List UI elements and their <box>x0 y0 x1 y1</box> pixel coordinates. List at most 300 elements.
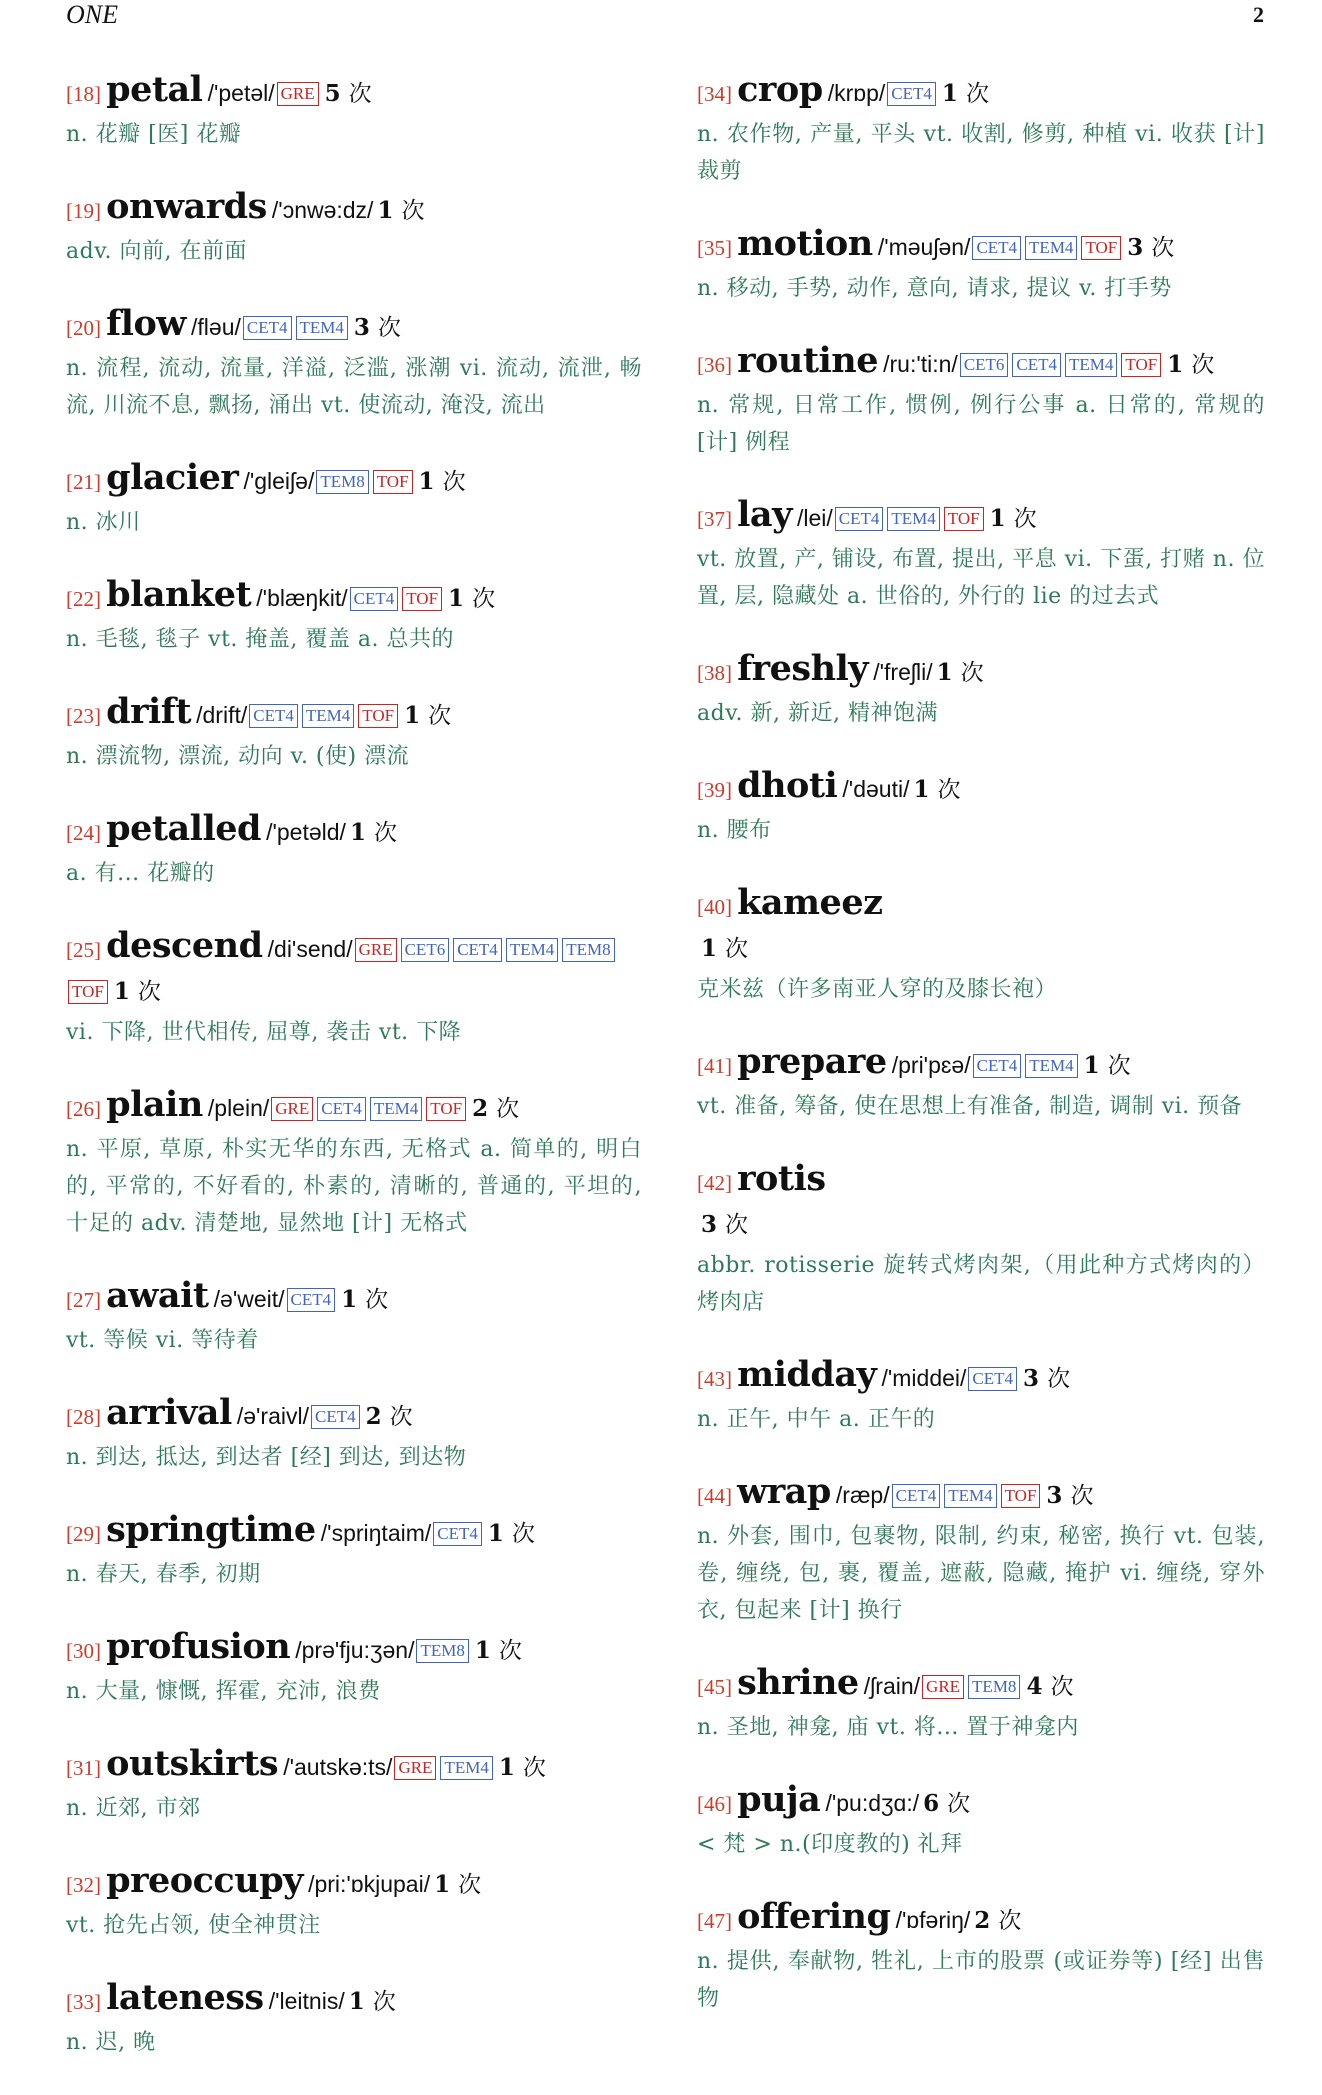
entry-index: [23] <box>66 704 101 728</box>
entry-headline <box>66 70 642 116</box>
entry-index: [33] <box>66 1990 101 2014</box>
exam-tag-cet4: CET4 <box>317 1097 366 1121</box>
exam-tag-gre: GRE <box>394 1756 436 1780</box>
exam-tag-tof: TOF <box>426 1097 466 1121</box>
entry-index: [36] <box>697 353 732 377</box>
entry-index: [35] <box>697 236 732 260</box>
exam-tag-tem4: TEM4 <box>1025 236 1077 260</box>
occurrence-count <box>354 314 401 341</box>
definition: n. 花瓣 [医] 花瓣 <box>66 122 242 147</box>
exam-tag-cet4: CET4 <box>433 1522 482 1546</box>
headword: arrival <box>106 1392 232 1433</box>
entry-index: [25] <box>66 938 101 962</box>
phonetic: /'pu:dʒɑ:/ <box>825 1790 920 1816</box>
exam-tag-tof: TOF <box>1081 236 1121 260</box>
exam-tag-tem8: TEM8 <box>416 1639 468 1663</box>
phonetic: /ræp/ <box>835 1482 890 1508</box>
phonetic: /ə'weit/ <box>213 1286 285 1312</box>
definition: n. 平原, 草原, 朴实无华的东西, 无格式 a. 简单的, 明白的, 平常的, 不好看的, 朴素的, 清晰的, 普通的, 平坦的, 十足的 adv. 清楚地, 显然地 [计] 无格式 <box>66 1137 642 1236</box>
exam-tag-tem8: TEM8 <box>316 470 368 494</box>
entry-headline <box>697 495 1265 541</box>
phonetic: /'gleiʃə/ <box>243 468 315 494</box>
page-header-title: ONE <box>66 0 118 29</box>
phonetic: /lei/ <box>797 505 833 531</box>
entry-index: [26] <box>66 1097 101 1121</box>
entry-headline <box>66 1978 642 2024</box>
occurrence-count <box>1167 351 1214 378</box>
phonetic: /pri:'ɒkjupai/ <box>308 1871 431 1897</box>
entry-index: [41] <box>697 1054 732 1078</box>
count-number: 3 <box>701 1211 718 1238</box>
occurrence-count <box>349 1988 396 2015</box>
exam-tag-cet4: CET4 <box>887 82 936 106</box>
phonetic: /ru:'ti:n/ <box>883 351 958 377</box>
exam-tag-tem4: TEM4 <box>440 1756 492 1780</box>
phonetic: /'petəld/ <box>266 819 346 845</box>
count-unit: 次 <box>442 469 466 495</box>
headword: glacier <box>106 457 239 498</box>
count-unit: 次 <box>937 777 961 803</box>
phonetic: /'dəuti/ <box>842 776 910 802</box>
entry-index: [32] <box>66 1873 101 1897</box>
dictionary-entry <box>66 458 642 541</box>
exam-tag-cet4: CET4 <box>243 316 292 340</box>
dictionary-entry <box>697 1042 1265 1125</box>
count-number: 1 <box>989 505 1006 532</box>
headword: puja <box>737 1779 821 1820</box>
occurrence-count <box>448 585 495 612</box>
count-number: 1 <box>487 1520 504 1547</box>
entry-headline <box>697 70 1265 116</box>
exam-tag-tem4: TEM4 <box>1065 353 1117 377</box>
occurrence-count <box>701 935 748 962</box>
occurrence-count <box>377 197 424 224</box>
count-unit: 次 <box>389 1404 413 1430</box>
entry-headline <box>66 1393 642 1439</box>
count-number: 1 <box>701 935 718 962</box>
definition: n. 毛毯, 毯子 vt. 掩盖, 覆盖 a. 总共的 <box>66 627 454 652</box>
exam-tag-gre: GRE <box>355 938 397 962</box>
dictionary-entry <box>66 187 642 270</box>
headword: motion <box>737 223 873 264</box>
count-number: 4 <box>1026 1673 1043 1700</box>
occurrence-count <box>701 1211 748 1238</box>
definition: adv. 新, 新近, 精神饱满 <box>697 701 938 726</box>
count-number: 1 <box>498 1754 515 1781</box>
occurrence-count <box>1084 1052 1131 1079</box>
definition: vt. 抢先占领, 使全神贯注 <box>66 1913 321 1938</box>
entry-headline <box>697 1355 1265 1401</box>
entry-headline <box>697 649 1265 695</box>
definition: < 梵 > n.(印度教的) 礼拜 <box>697 1832 963 1857</box>
entry-headline <box>697 224 1265 270</box>
dictionary-entry <box>697 1472 1265 1629</box>
count-unit: 次 <box>998 1908 1022 1934</box>
count-unit: 次 <box>960 660 984 686</box>
phonetic: /'middei/ <box>881 1365 967 1391</box>
exam-tag-tem4: TEM4 <box>887 507 939 531</box>
count-unit: 次 <box>428 703 452 729</box>
entry-index: [20] <box>66 316 101 340</box>
entry-index: [29] <box>66 1522 101 1546</box>
entry-headline <box>66 304 642 350</box>
phonetic: /pri'pɛə/ <box>891 1052 971 1078</box>
headword: await <box>106 1275 209 1316</box>
left-column <box>66 70 642 2095</box>
entry-index: [47] <box>697 1909 732 1933</box>
count-unit: 次 <box>511 1521 535 1547</box>
headword: flow <box>106 303 186 344</box>
headword: preoccupy <box>106 1860 303 1901</box>
dictionary-entry <box>66 926 642 1051</box>
dictionary-entry <box>66 1744 642 1827</box>
definition: n. 常规, 日常工作, 惯例, 例行公事 a. 日常的, 常规的 [计] 例程 <box>697 393 1265 455</box>
dictionary-entry <box>66 70 642 153</box>
headword: wrap <box>737 1471 831 1512</box>
dictionary-entry <box>66 1510 642 1593</box>
exam-tag-tem4: TEM4 <box>944 1484 996 1508</box>
count-number: 1 <box>448 585 465 612</box>
headword: dhoti <box>737 765 838 806</box>
definition: vt. 准备, 筹备, 使在思想上有准备, 制造, 调制 vi. 预备 <box>697 1094 1243 1119</box>
dictionary-entry <box>66 1978 642 2061</box>
definition: n. 漂流物, 漂流, 动向 v. (使) 漂流 <box>66 744 410 769</box>
count-unit: 次 <box>137 979 161 1005</box>
count-unit: 次 <box>365 1287 389 1313</box>
definition: n. 大量, 慷慨, 挥霍, 充沛, 浪费 <box>66 1679 381 1704</box>
count-number: 1 <box>1167 351 1184 378</box>
count-number: 3 <box>1046 1482 1063 1509</box>
entry-index: [44] <box>697 1484 732 1508</box>
count-unit: 次 <box>1050 1674 1074 1700</box>
entry-index: [24] <box>66 821 101 845</box>
exam-tag-cet4: CET4 <box>892 1484 941 1508</box>
entry-headline <box>66 1085 642 1131</box>
occurrence-count <box>942 80 989 107</box>
headword: prepare <box>737 1041 887 1082</box>
exam-tag-tof: TOF <box>1121 353 1161 377</box>
count-number: 3 <box>1127 234 1144 261</box>
definition: vt. 等候 vi. 等待着 <box>66 1328 259 1353</box>
count-unit: 次 <box>947 1791 971 1817</box>
entry-index: [30] <box>66 1639 101 1663</box>
entry-headline <box>697 1780 1265 1826</box>
count-unit: 次 <box>965 81 989 107</box>
entry-index: [45] <box>697 1675 732 1699</box>
occurrence-count <box>974 1907 1021 1934</box>
count-unit: 次 <box>522 1755 546 1781</box>
entry-headline <box>66 926 642 1014</box>
entry-index: [42] <box>697 1171 732 1195</box>
entry-headline <box>66 1744 642 1790</box>
occurrence-count <box>434 1871 481 1898</box>
occurrence-count <box>475 1637 522 1664</box>
count-unit: 次 <box>1070 1483 1094 1509</box>
page-number: 2 <box>1253 2 1264 27</box>
entry-index: [19] <box>66 199 101 223</box>
phonetic: /plein/ <box>207 1095 270 1121</box>
occurrence-count <box>350 819 397 846</box>
count-unit: 次 <box>458 1872 482 1898</box>
dictionary-entry <box>66 1085 642 1242</box>
count-number: 1 <box>349 819 366 846</box>
entry-index: [38] <box>697 661 732 685</box>
phonetic: /'freʃli/ <box>873 659 933 685</box>
exam-tag-tof: TOF <box>373 470 413 494</box>
entry-index: [34] <box>697 82 732 106</box>
definition: vi. 下降, 世代相传, 屈尊, 袭击 vt. 下降 <box>66 1020 462 1045</box>
dictionary-entry <box>697 1780 1265 1863</box>
headword: petal <box>106 69 203 110</box>
entry-index: [37] <box>697 507 732 531</box>
phonetic: /'ɔnwə:dz/ <box>271 197 374 223</box>
count-number: 2 <box>974 1907 991 1934</box>
count-unit: 次 <box>401 198 425 224</box>
headword: rotis <box>737 1158 826 1199</box>
dictionary-entry <box>697 649 1265 732</box>
count-unit: 次 <box>725 1212 749 1238</box>
count-unit: 次 <box>725 936 749 962</box>
entry-headline <box>697 766 1265 812</box>
dictionary-entry <box>697 1355 1265 1438</box>
count-number: 1 <box>936 659 953 686</box>
entry-index: [21] <box>66 470 101 494</box>
headword: drift <box>106 691 192 732</box>
phonetic: /'ɒfəriŋ/ <box>895 1907 971 1933</box>
exam-tag-cet6: CET6 <box>401 938 450 962</box>
definition: n. 到达, 抵达, 到达者 [经] 到达, 到达物 <box>66 1445 467 1470</box>
entry-headline <box>697 1472 1265 1518</box>
phonetic: /'petəl/ <box>207 80 275 106</box>
exam-tag-cet4: CET4 <box>968 1367 1017 1391</box>
entry-index: [28] <box>66 1405 101 1429</box>
headword: profusion <box>106 1626 291 1667</box>
definition: n. 迟, 晚 <box>66 2030 156 2055</box>
entry-headline <box>66 1276 642 1322</box>
exam-tag-tof: TOF <box>944 507 984 531</box>
headword: lateness <box>106 1977 264 2018</box>
exam-tag-tof: TOF <box>1001 1484 1041 1508</box>
phonetic: /ʃrain/ <box>863 1673 921 1699</box>
exam-tag-tem4: TEM4 <box>506 938 558 962</box>
entry-headline <box>66 1627 642 1673</box>
entry-headline <box>66 1861 642 1907</box>
headword: shrine <box>737 1662 859 1703</box>
phonetic: /ə'raivl/ <box>236 1403 309 1429</box>
headword: freshly <box>737 648 869 689</box>
entry-index: [39] <box>697 778 732 802</box>
count-unit: 次 <box>373 820 397 846</box>
dictionary-entry <box>697 883 1265 1008</box>
entry-index: [31] <box>66 1756 101 1780</box>
exam-tag-cet4: CET4 <box>973 1054 1022 1078</box>
count-number: 1 <box>341 1286 358 1313</box>
headword: offering <box>737 1896 891 1937</box>
exam-tag-cet4: CET4 <box>287 1288 336 1312</box>
count-number: 2 <box>365 1403 382 1430</box>
entry-headline <box>697 1897 1265 1943</box>
definition: n. 圣地, 神龛, 庙 vt. 将... 置于神龛内 <box>697 1715 1079 1740</box>
exam-tag-gre: GRE <box>271 1097 313 1121</box>
exam-tag-cet4: CET4 <box>1012 353 1061 377</box>
exam-tag-cet4: CET4 <box>350 587 399 611</box>
exam-tag-gre: GRE <box>922 1675 964 1699</box>
headword: petalled <box>106 808 262 849</box>
occurrence-count <box>499 1754 546 1781</box>
occurrence-count <box>937 659 984 686</box>
exam-tag-tof: TOF <box>358 704 398 728</box>
entry-headline <box>697 341 1265 387</box>
occurrence-count <box>341 1286 388 1313</box>
phonetic: /fləu/ <box>191 314 241 340</box>
exam-tag-cet4: CET4 <box>311 1405 360 1429</box>
occurrence-count <box>913 776 960 803</box>
definition: vt. 放置, 产, 铺设, 布置, 提出, 平息 vi. 下蛋, 打赌 n. 位置, 层, 隐藏处 a. 世俗的, 外行的 lie 的过去式 <box>697 547 1265 609</box>
exam-tag-tof: TOF <box>68 980 108 1004</box>
exam-tag-tem4: TEM4 <box>370 1097 422 1121</box>
exam-tag-tem4: TEM4 <box>302 704 354 728</box>
phonetic: /prə'fju:ʒən/ <box>295 1637 415 1663</box>
exam-tag-gre: GRE <box>277 82 319 106</box>
headword: descend <box>106 925 263 966</box>
count-number: 2 <box>472 1095 489 1122</box>
phonetic: /'autskə:ts/ <box>283 1754 393 1780</box>
definition: n. 春天, 春季, 初期 <box>66 1562 261 1587</box>
dictionary-entry <box>697 1663 1265 1746</box>
exam-tag-tem8: TEM8 <box>562 938 614 962</box>
headword: lay <box>737 494 792 535</box>
phonetic: /'blæŋkit/ <box>256 585 348 611</box>
count-unit: 次 <box>348 81 372 107</box>
count-number: 3 <box>353 314 370 341</box>
right-column <box>697 70 1265 2051</box>
exam-tag-cet6: CET6 <box>960 353 1009 377</box>
dictionary-entry <box>66 809 642 892</box>
entry-headline <box>66 187 642 233</box>
entry-headline <box>66 809 642 855</box>
exam-tag-cet4: CET4 <box>835 507 884 531</box>
entry-index: [22] <box>66 587 101 611</box>
count-unit: 次 <box>498 1638 522 1664</box>
definition: n. 近郊, 市郊 <box>66 1796 201 1821</box>
definition: n. 移动, 手势, 动作, 意向, 请求, 提议 v. 打手势 <box>697 276 1172 301</box>
dictionary-entry <box>66 1627 642 1710</box>
entry-index: [46] <box>697 1792 732 1816</box>
definition: n. 腰布 <box>697 818 772 843</box>
entry-headline <box>697 883 1265 971</box>
headword: springtime <box>106 1509 316 1550</box>
dictionary-entry <box>66 304 642 424</box>
count-number: 1 <box>474 1637 491 1664</box>
entry-index: [43] <box>697 1367 732 1391</box>
definition: abbr. rotisserie 旋转式烤肉架,（用此种方式烤肉的）烤肉店 <box>697 1253 1265 1315</box>
entry-index: [18] <box>66 82 101 106</box>
entry-headline <box>66 692 642 738</box>
phonetic: /di'send/ <box>267 936 353 962</box>
headword: midday <box>737 1354 877 1395</box>
exam-tag-cet4: CET4 <box>249 704 298 728</box>
occurrence-count <box>404 702 451 729</box>
occurrence-count <box>923 1790 970 1817</box>
count-number: 1 <box>113 978 130 1005</box>
dictionary-entry <box>66 1861 642 1944</box>
count-number: 1 <box>1083 1052 1100 1079</box>
occurrence-count <box>1023 1365 1070 1392</box>
definition: 克米兹（许多南亚人穿的及膝长袍） <box>697 977 1058 1002</box>
exam-tag-tem4: TEM4 <box>296 316 348 340</box>
exam-tag-tem8: TEM8 <box>968 1675 1020 1699</box>
dictionary-entry <box>697 70 1265 190</box>
dictionary-entry <box>697 495 1265 615</box>
occurrence-count <box>1026 1673 1073 1700</box>
entry-headline <box>66 1510 642 1556</box>
exam-tag-tof: TOF <box>402 587 442 611</box>
count-unit: 次 <box>1151 235 1175 261</box>
phonetic: /krɒp/ <box>827 80 886 106</box>
occurrence-count <box>419 468 466 495</box>
count-unit: 次 <box>1107 1053 1131 1079</box>
count-unit: 次 <box>1191 352 1215 378</box>
count-number: 1 <box>377 197 394 224</box>
dictionary-entry <box>697 1897 1265 2017</box>
definition: n. 农作物, 产量, 平头 vt. 收割, 修剪, 种植 vi. 收获 [计] 裁剪 <box>697 122 1265 184</box>
dictionary-entry <box>66 1393 642 1476</box>
count-number: 1 <box>941 80 958 107</box>
headword: outskirts <box>106 1743 279 1784</box>
definition: a. 有... 花瓣的 <box>66 861 215 886</box>
phonetic: /drift/ <box>196 702 248 728</box>
entry-index: [40] <box>697 895 732 919</box>
occurrence-count <box>488 1520 535 1547</box>
occurrence-count <box>1127 234 1174 261</box>
exam-tag-tem4: TEM4 <box>1025 1054 1077 1078</box>
definition: n. 正午, 中午 a. 正午的 <box>697 1407 936 1432</box>
dictionary-entry <box>697 766 1265 849</box>
definition: adv. 向前, 在前面 <box>66 239 247 264</box>
dictionary-entry <box>66 692 642 775</box>
count-unit: 次 <box>496 1096 520 1122</box>
occurrence-count <box>325 80 372 107</box>
headword: plain <box>106 1084 203 1125</box>
entry-headline <box>66 458 642 504</box>
count-number: 1 <box>913 776 930 803</box>
occurrence-count <box>1046 1482 1093 1509</box>
count-number: 5 <box>324 80 341 107</box>
exam-tag-cet4: CET4 <box>972 236 1021 260</box>
definition: n. 冰川 <box>66 510 141 535</box>
count-number: 3 <box>1023 1365 1040 1392</box>
exam-tag-cet4: CET4 <box>453 938 502 962</box>
headword: routine <box>737 340 879 381</box>
count-number: 1 <box>348 1988 365 2015</box>
dictionary-entry <box>697 1159 1265 1321</box>
count-unit: 次 <box>372 1989 396 2015</box>
definition: n. 提供, 奉献物, 牲礼, 上市的股票 (或证券等) [经] 出售物 <box>697 1949 1265 2011</box>
count-number: 1 <box>434 1871 451 1898</box>
phonetic: /'leitnis/ <box>268 1988 345 2014</box>
headword: blanket <box>106 574 252 615</box>
entry-headline <box>697 1663 1265 1709</box>
count-number: 1 <box>418 468 435 495</box>
headword: onwards <box>106 186 267 227</box>
count-number: 6 <box>923 1790 940 1817</box>
phonetic: /'spriŋtaim/ <box>320 1520 432 1546</box>
count-unit: 次 <box>1047 1366 1071 1392</box>
occurrence-count <box>114 978 161 1005</box>
definition: n. 外套, 围巾, 包裹物, 限制, 约束, 秘密, 换行 vt. 包装, 卷, 缠绕, 包, 裹, 覆盖, 遮蔽, 隐藏, 掩护 vi. 缠绕, 穿外衣, 包起来 [计] 换行 <box>697 1524 1265 1623</box>
headword: kameez <box>737 882 883 923</box>
dictionary-entry <box>697 224 1265 307</box>
